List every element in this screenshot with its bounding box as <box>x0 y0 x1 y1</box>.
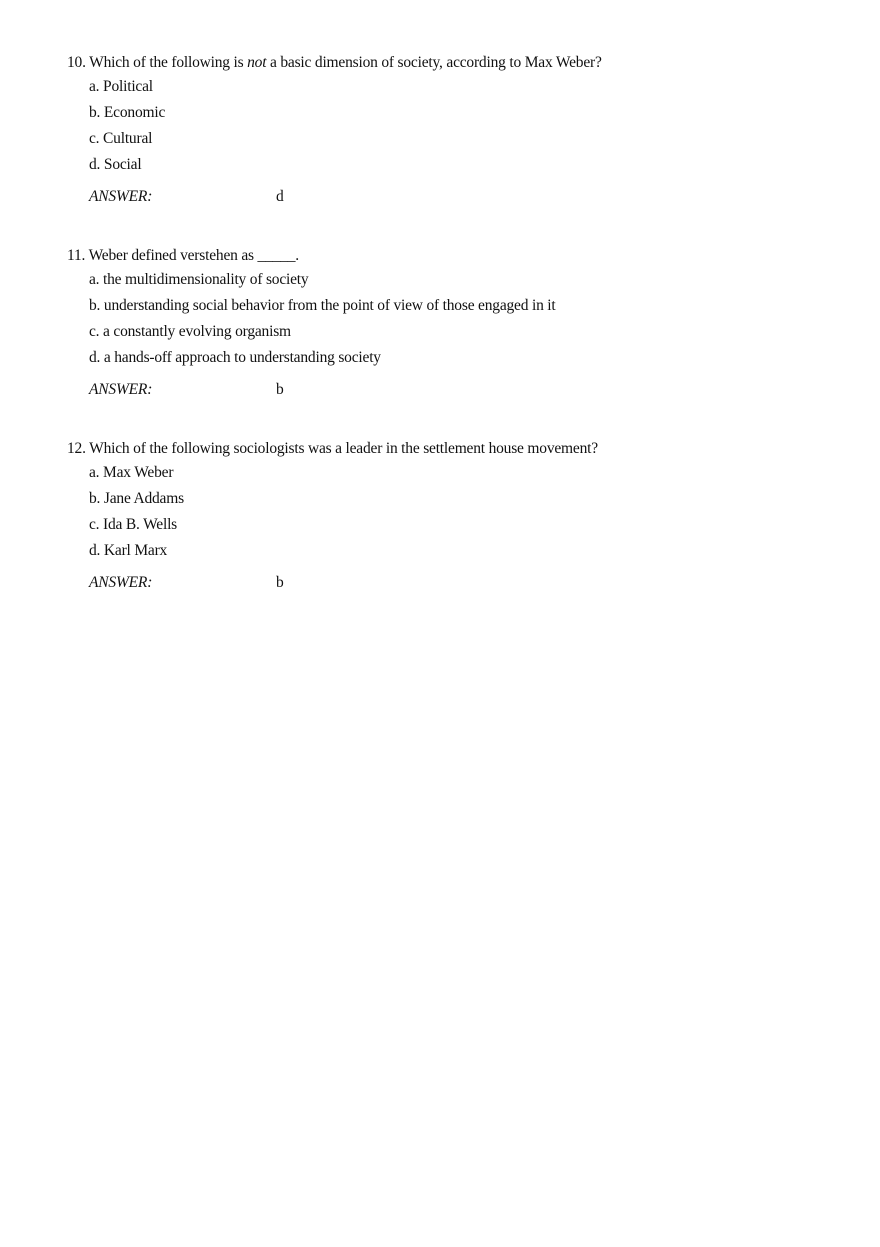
option-a: a. the multidimensionality of society <box>89 271 309 288</box>
answer-options <box>89 463 827 567</box>
answer-line <box>89 380 827 400</box>
stem-text: 11. Weber defined verstehen as _____. <box>67 247 299 264</box>
stem-text: 10. Which of the following is <box>67 54 248 71</box>
option-c: c. Cultural <box>89 130 153 147</box>
answer-options <box>89 270 827 374</box>
question-10 <box>67 53 827 207</box>
answer-label: ANSWER: <box>89 574 153 591</box>
option-b: b. Economic <box>89 104 166 121</box>
answer-line <box>89 573 827 593</box>
answer-value: b <box>276 574 284 591</box>
question-stem <box>67 439 827 459</box>
option-d: d. Karl Marx <box>89 542 168 559</box>
option-a: a. Max Weber <box>89 464 174 481</box>
question-stem <box>67 53 827 73</box>
stem-emphasis: not <box>247 54 267 71</box>
answer-label: ANSWER: <box>89 188 153 205</box>
stem-text-end: a basic dimension of society, according to Max Weber? <box>266 54 602 71</box>
answer-line <box>89 187 827 207</box>
option-d: d. Social <box>89 156 142 173</box>
option-c: c. Ida B. Wells <box>89 516 178 533</box>
answer-value: b <box>276 381 284 398</box>
option-c: c. a constantly evolving organism <box>89 323 291 340</box>
answer-options <box>89 77 827 181</box>
question-11 <box>67 246 827 400</box>
question-12 <box>67 439 827 593</box>
question-stem <box>67 246 827 266</box>
option-d: d. a hands-off approach to understanding society <box>89 349 381 366</box>
stem-text: 12. Which of the following sociologists was a leader in the settlement house movement? <box>67 440 598 457</box>
answer-label: ANSWER: <box>89 381 153 398</box>
option-a: a. Political <box>89 78 153 95</box>
option-b: b. Jane Addams <box>89 490 184 507</box>
answer-value: d <box>276 188 284 205</box>
option-b: b. understanding social behavior from the point of view of those engaged in it <box>89 297 556 314</box>
